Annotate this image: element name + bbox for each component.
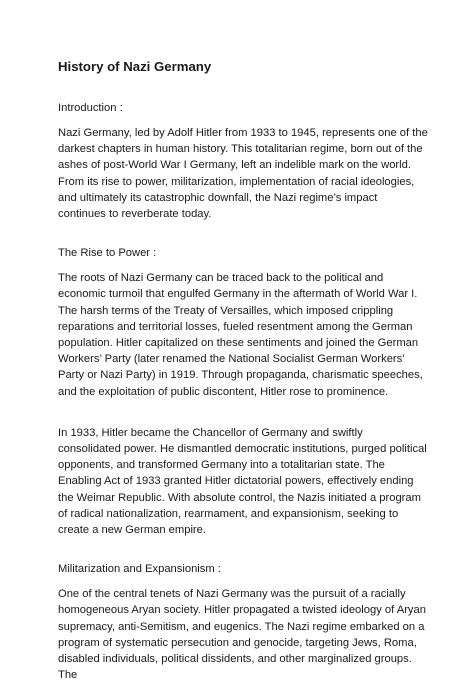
document-page <box>58 58 428 683</box>
paragraph-rise-to-power-2: In 1933, Hitler became the Chancellor of Germany and swiftly consolidated power. He dismantled democratic institutions, purged political opponents, and transformed Germany into a totalitarian state. The Enabling Act of 1933 granted Hitler dictatorial powers, effectively ending the Weimar Republic. With absolute control, the Nazis initiated a program of radical nationalization, rearmament, and expansionism, seeking to create a new German empire. <box>58 426 427 537</box>
document-title: History of Nazi Germany <box>58 59 212 74</box>
section-heading-introduction: Introduction : <box>58 102 123 114</box>
section-heading-militarization: Militarization and Expansionism : <box>58 563 221 576</box>
paragraph-militarization: One of the central tenets of Nazi Germany was the pursuit of a racially homogeneous Aryan society. Hitler propagated a twisted ideology of Aryan supremacy, anti-Semitism, and eugenics. The Nazi regime embarked on a program of systematic persecution and genocide, targeting Jews, Roma, disabled individuals, political dissidents, and other marginalized groups. The <box>58 588 426 682</box>
paragraph-introduction: Nazi Germany, led by Adolf Hitler from 1933 to 1945, represents one of the darkest chapters in human history. This totalitarian regime, born out of the ashes of post-World War I Germany, left an indelible mark on the world. From its rise to power, militarization, implementation of racial ideologies, and ultimately its catastrophic downfall, the Nazi regime’s impact continues to reverberate today. <box>58 127 428 221</box>
section-heading-rise-to-power: The Rise to Power : <box>58 247 157 260</box>
paragraph-rise-to-power-1: The roots of Nazi Germany can be traced back to the political and economic turmoil that engulfed Germany in the aftermath of World War I. The harsh terms of the Treaty of Versailles, which imposed crippling reparations and territorial losses, fueled resentment among the German population. Hitler capitalized on these sentiments and joined the German Workers’ Party (later renamed the National Socialist German Workers’ Party or Nazi Party) in 1919. Through propaganda, charismatic speeches, and the exploitation of public discontent, Hitler rose to prominence. <box>58 272 423 398</box>
